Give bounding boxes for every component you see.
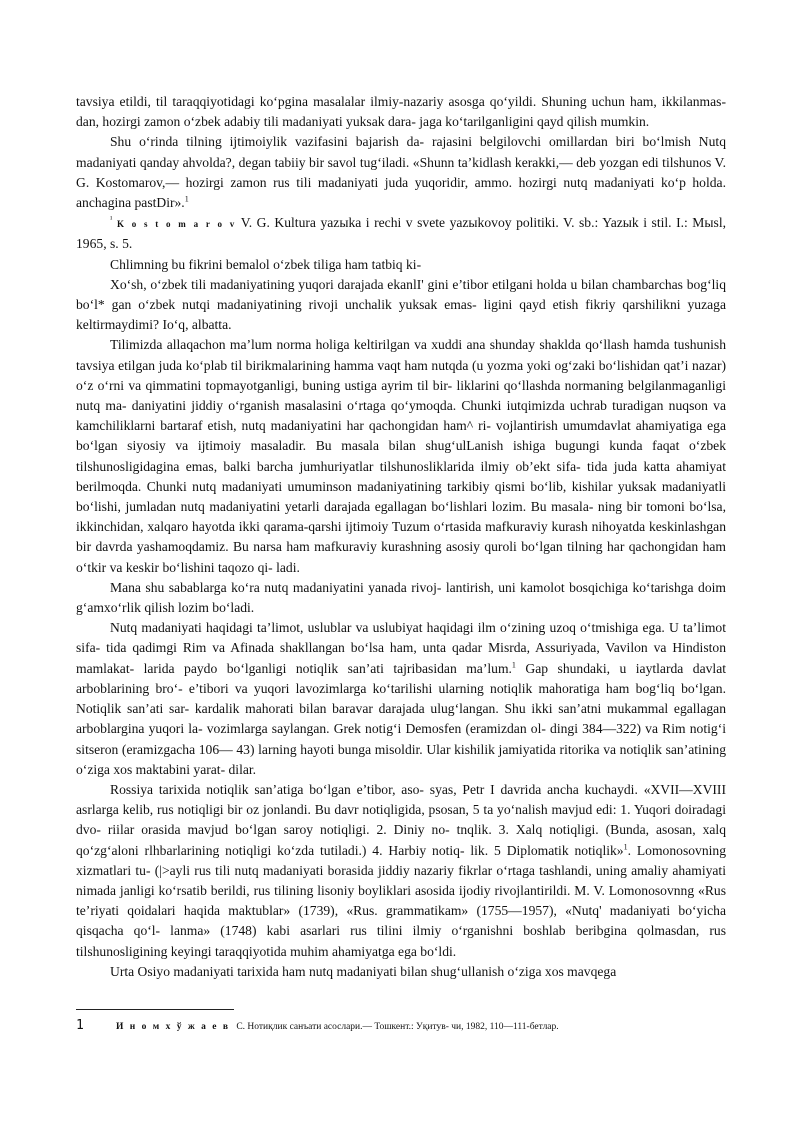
footnote-marker: 1 xyxy=(511,660,516,670)
footnote-marker: 1 xyxy=(184,194,189,204)
paragraph-1: tavsiya etildi, til taraqqiyotidagi ko‘pgina masalalar ilmiy-nazariy asosga qo‘yildi. Shuning uchun ham, ikkilanmas- dan, hozirgi zamon o‘zbek adabiy tili madaniyati yuksak dara- jaga ko‘tarilganligini qayd qilish mumkin. xyxy=(76,94,726,130)
footnote xyxy=(76,1018,726,1033)
paragraph-3: Chlimning bu fikrini bemalol o‘zbek tiliga ham tatbiq ki- xyxy=(110,256,422,272)
footnote-content xyxy=(116,1022,559,1032)
paragraph-7 xyxy=(76,618,726,780)
footnote-marker: 1 xyxy=(623,841,628,851)
paragraph-4: Xo‘sh, o‘zbek tili madaniyatining yuqori darajada ekanlI' gini e’tibor etilgani holda u bilan chambarchas bog‘liq bo‘l* gan o‘zbek nutqi madaniyatining rivoji unchalik yuksak emas- ligini qayd etish fikriy qarshilikni yuzaga keltirmaydimi? Io‘q, albatta. xyxy=(76,276,726,333)
document-body xyxy=(76,92,726,982)
reference-text: V. G. Kultura yazыka i rechi v svete yazыkovoy politiki. V. sb.: Yazыk i stil. I.: Mыsl, 1965, s. 5. xyxy=(76,215,726,252)
footnote-section xyxy=(76,1009,726,1033)
paragraph-8-text-b: . Lomonosovning xizmatlari tu- (|>ayli rus tili nutq madaniyati borasida jiddiy nazariy fikrlar o‘rtaga tashlandi, uning amaliy ahamiyati nimada janligi ko‘rsatib berildi, rus tilining lisoniy boyliklari asosida ijodiy rivojlantirildi. M. V. Lomonosovnng «Rus te’riyati qoidalari haqida maktublar» (1739), «Rus. grammatikam» (1755—1957), «Nutq' madaniyati bo‘yicha qisqacha qo‘l- lanma» (1748) kabi asarlari rus tilini ilmiy o‘rganishni boshlab beribgina qolmasdan, rus tilshunosligining keyingi taraqqiyotida muhim ahamiyatga ega bo‘ldi. xyxy=(76,842,726,959)
paragraph-9: Urta Osiyo madaniyati tarixida ham nutq madaniyati bilan shug‘ullanish o‘ziga xos mavqega xyxy=(110,963,617,979)
paragraph-7-text-a: Nutq madaniyati haqidagi ta’limot, uslublar va uslubiyat haqidagi ilm o‘zining uzoq o‘tmishiga ega. U ta’limot sifa- tida qadimgi Rim va Afinada shakllangan bo‘lsa ham, unta qadar Misrda, Assuriyada, Vavilon va Hindiston mamlakat- larida paydo bo‘lganligi notiqlik san’ati tajribasidan ma’lum. xyxy=(76,620,726,676)
footnote-number: 1 xyxy=(76,1018,84,1033)
footnote-text: С. Нотиқлик санъати асослари.— Тошкент.: Уқитув- чи, 1982, 110—111-бетлар. xyxy=(233,1022,559,1032)
paragraph-2 xyxy=(76,132,726,213)
paragraph-2-text: Shu o‘rinda tilning ijtimoiylik vazifasini bajarish da- rajasini belgilovchi omillardan biri bo‘lmish Nutq madaniyati qanday ahvolda?, degan tabiiy bir savol tug‘iladi. «Shunn ta’kidlash kerakki,— deb yozgan edi tilshunos V. G. Kostomarov,— hozirgi zamon rus tili madaniyati juda yuqoridir, ammo. hozirgi nutq madaniyati ko‘p holda. anchagina pastDir». xyxy=(76,134,726,211)
reference-mark: ¹ xyxy=(110,214,113,224)
paragraph-7-text-b: Gap shundaki, u iaytlarda davlat arboblarining bro‘- e’tibori va yuqori lavozimlarga ko‘tarilishi ularning notiqlik mahoratiga ham bog‘liq bo‘lgan. Notiqlik san’ati sar- kardalik mahorati bilan baravar darajada ulug‘langan. Shu ikki san’atni mukammal egallagan arboblargina yuqori la- vozimlarga saylangan. Grek notig‘i Demosfen (eramizdan ol- dingi 384—322) va Rim notig‘i sitseron (eramizgacha 106— 43) larning hayoti bunga misoldir. Ular kishilik jamiyatida ritorika va notiqlik san’atining o‘ziga xos maktabini yarat- dilar. xyxy=(76,660,727,777)
footnote-divider xyxy=(76,1009,234,1010)
footnote-author: И н о м х ў ж а е в xyxy=(116,1022,230,1032)
inline-reference xyxy=(76,213,726,254)
paragraph-8-text-a: Rossiya tarixida notiqlik san’atiga bo‘lgan e’tibor, aso- syas, Petr I davrida ancha kuchaydi. «XVII—XVIII asrlarga kelib, rus notiqligi bir oz jonlandi. Bu davr notiqligida, psosan, 5 ta yo‘nalish mavjud edi: 1. Yuqori doiradagi dvo- riilar orasida mavjud bo‘lgan saroy notiqligi. 2. Diniy no- tnqlik. 3. Xalq notiqligi. (Bunda, asosan, xalq qo‘zg‘aloni rlhbarlarining notiqligi ko‘zda tutiladi.) 4. Harbiy notiq- lik. 5 Diplomatik notiqlik» xyxy=(76,781,726,858)
paragraph-8 xyxy=(76,780,726,962)
reference-author: K o s t o m a r o v xyxy=(116,219,237,230)
paragraph-6: Mana shu sabablarga ko‘ra nutq madaniyatini yanada rivoj- lantirish, uni kamolot bosqichiga ko‘tarishga doim g‘amxo‘rlik qilish lozim bo‘ladi. xyxy=(76,579,726,616)
paragraph-5: Tilimizda allaqachon ma’lum norma holiga keltirilgan va xuddi ana shunday shaklda qo‘llash hamda tushunish tavsiya etilgan juda ko‘plab til birikmalarining hamma vaqt ham nutqda (u yozma yoki og‘zaki bo‘lishidan qat’i nazar) o‘z o‘rni va qimmatini topmayotganligi, buning ustiga ayrim til bir- liklarini qo‘llashda normaning belgilanmaganligi nutq ma- daniyatini jiddiy o‘rganish masalasini o‘rtaga qo‘ymoqda. Chunki iutqimizda uchrab turadigan nuqson va kamchiliklarni bartaraf etish, nutq madaniyatini har qachongidan ham^ ri- vojlantirish umumdavlat ahamiyatiga ega bo‘lgan siyosiy va ijtimoiy masaladir. Bu masala bilan shug‘ulLanish ishiga bugungi kunda faqat o‘zbek tilshunosligidagina emas, balki barcha jumhuriyatlar tilshunosliklarida ilmiy ob’ekt sifa- tida juda katta ahamiyat berilmoqda. Chunki nutq madaniyati umuminson madaniyatining tarkibiy qismi bo‘lib, kishilar yuksak madaniyatli bo‘lishi, jumladan nutq madaniyatini yetarli darajada egallagan bo‘lishlari lozim. Bu masala- ning bir tomoni bo‘lsa, ikkinchidan, xalqaro hayotda ikki qarama-qarshi ijtimoiy Tuzum o‘rtasida mafkuraviy kurash nihoyatda keskinlashgan bir davrda yashamoqdamiz. Bu narsa ham mafkuraviy kurashning asosiy quroli bo‘lgan tilning har qachongidan ham o‘tkir va keskir bo‘lishini taqozo qi- ladi. xyxy=(76,337,726,575)
